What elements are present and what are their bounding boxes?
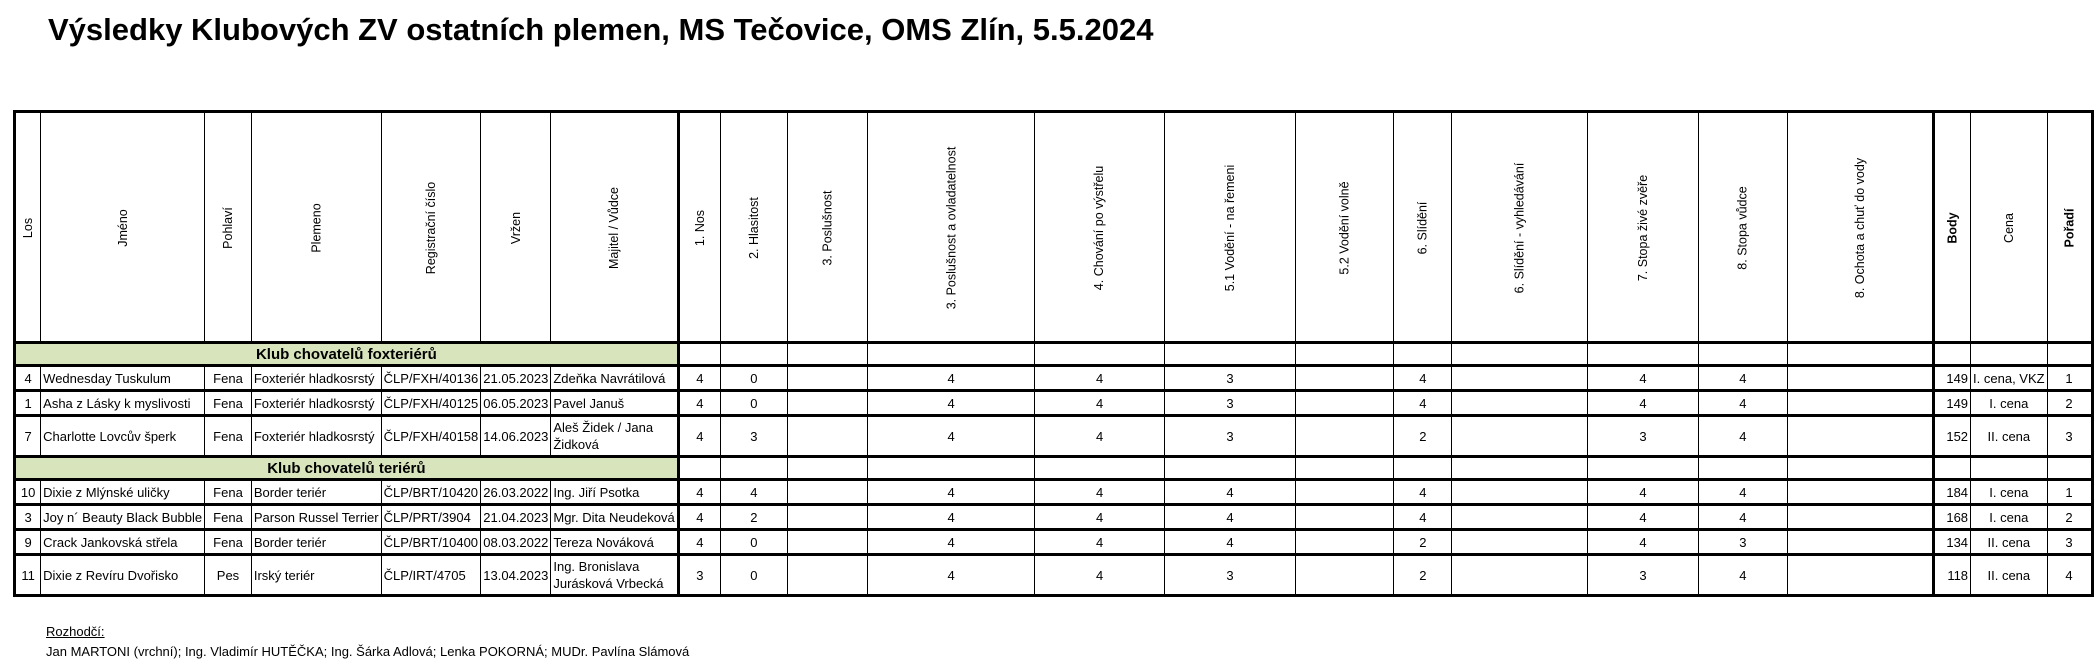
cell-los: 7: [15, 416, 41, 457]
empty-cell: [1933, 457, 1970, 480]
cell-score: 4: [1035, 480, 1164, 505]
cell-breed: Border teriér: [251, 480, 381, 505]
cell-cena: I. cena: [1971, 391, 2048, 416]
cell-body: 168: [1933, 505, 1970, 530]
cell-poradi: 2: [2047, 505, 2092, 530]
cell-score: [1452, 480, 1588, 505]
cell-score: 2: [1394, 416, 1452, 457]
cell-score: 4: [1699, 555, 1787, 596]
cell-score: 4: [1699, 366, 1787, 391]
empty-cell: [1394, 343, 1452, 366]
empty-cell: [1587, 457, 1698, 480]
cell-score: 4: [720, 480, 787, 505]
cell-score: 3: [1699, 530, 1787, 555]
cell-los: 3: [15, 505, 41, 530]
cell-los: 1: [15, 391, 41, 416]
empty-cell: [1699, 457, 1787, 480]
table-row: [15, 416, 2093, 457]
cell-born: 21.04.2023: [481, 505, 551, 530]
cell-name: Crack Jankovská střela: [41, 530, 205, 555]
column-header: [720, 112, 787, 343]
cell-score: 4: [867, 416, 1035, 457]
empty-cell: [1787, 457, 1933, 480]
column-header: [481, 112, 551, 343]
empty-cell: [1035, 457, 1164, 480]
cell-score: 3: [1164, 391, 1295, 416]
cell-name: Charlotte Lovcův šperk: [41, 416, 205, 457]
cell-score: 4: [1394, 505, 1452, 530]
cell-score: 4: [867, 366, 1035, 391]
cell-name: Joy n´ Beauty Black Bubble: [41, 505, 205, 530]
cell-score: [1296, 366, 1394, 391]
group-row: [15, 343, 2093, 366]
cell-score: [1296, 416, 1394, 457]
cell-los: 10: [15, 480, 41, 505]
cell-score: 4: [1035, 505, 1164, 530]
column-header: [1452, 112, 1588, 343]
cell-score: [787, 366, 867, 391]
column-header-label: Vržen: [508, 211, 523, 244]
cell-owner: Tereza Nováková: [551, 530, 678, 555]
column-header: [381, 112, 481, 343]
column-header-label: Pořadí: [2062, 208, 2077, 247]
cell-score: [1452, 530, 1588, 555]
column-header-label: Plemeno: [309, 202, 324, 253]
empty-cell: [1164, 343, 1295, 366]
column-header-label: Cena: [2001, 212, 2016, 243]
empty-cell: [720, 457, 787, 480]
table-row: [15, 366, 2093, 391]
cell-score: 4: [1587, 530, 1698, 555]
cell-born: 14.06.2023: [481, 416, 551, 457]
cell-owner: Ing. Jiří Psotka: [551, 480, 678, 505]
cell-score: 4: [1035, 555, 1164, 596]
cell-sex: Pes: [205, 555, 252, 596]
cell-reg: ČLP/FXH/40158: [381, 416, 481, 457]
empty-cell: [1164, 457, 1295, 480]
cell-score: 4: [1587, 391, 1698, 416]
cell-score: 4: [867, 555, 1035, 596]
cell-score: 4: [1035, 416, 1164, 457]
cell-breed: Foxteriér hladkosrstý: [251, 416, 381, 457]
cell-body: 184: [1933, 480, 1970, 505]
cell-score: 3: [1164, 366, 1295, 391]
column-header: [2047, 112, 2092, 343]
cell-score: [1787, 480, 1933, 505]
empty-cell: [1296, 343, 1394, 366]
cell-breed: Border teriér: [251, 530, 381, 555]
column-header-label: Pohlaví: [220, 206, 235, 249]
cell-score: 4: [678, 530, 720, 555]
cell-score: [1296, 391, 1394, 416]
empty-cell: [1971, 457, 2048, 480]
column-header: [787, 112, 867, 343]
column-header-label: 3. Poslušnost: [820, 189, 835, 266]
empty-cell: [867, 457, 1035, 480]
cell-score: [1452, 505, 1588, 530]
cell-los: 9: [15, 530, 41, 555]
cell-poradi: 2: [2047, 391, 2092, 416]
cell-score: 0: [720, 391, 787, 416]
cell-sex: Fena: [205, 416, 252, 457]
cell-name: Dixie z Mlýnské uličky: [41, 480, 205, 505]
table-row: [15, 555, 2093, 596]
cell-score: 4: [867, 391, 1035, 416]
cell-score: 4: [1699, 480, 1787, 505]
empty-cell: [2047, 457, 2092, 480]
column-header: [1035, 112, 1164, 343]
empty-cell: [1296, 457, 1394, 480]
cell-score: 4: [1035, 530, 1164, 555]
cell-poradi: 3: [2047, 416, 2092, 457]
column-header: [1164, 112, 1295, 343]
cell-score: 4: [678, 480, 720, 505]
cell-score: 4: [1164, 530, 1295, 555]
table-row: [15, 391, 2093, 416]
cell-score: [1452, 416, 1588, 457]
cell-born: 21.05.2023: [481, 366, 551, 391]
empty-cell: [1787, 343, 1933, 366]
cell-score: [787, 391, 867, 416]
empty-cell: [1035, 343, 1164, 366]
empty-cell: [1452, 343, 1588, 366]
column-header-label: Jméno: [115, 208, 130, 247]
cell-score: 4: [1035, 391, 1164, 416]
cell-poradi: 1: [2047, 480, 2092, 505]
cell-reg: ČLP/IRT/4705: [381, 555, 481, 596]
cell-score: 0: [720, 366, 787, 391]
cell-score: 4: [1587, 480, 1698, 505]
cell-body: 149: [1933, 391, 1970, 416]
cell-score: 4: [867, 505, 1035, 530]
cell-score: 4: [678, 391, 720, 416]
cell-score: [787, 555, 867, 596]
cell-score: [1787, 416, 1933, 457]
cell-score: [1787, 555, 1933, 596]
cell-cena: II. cena: [1971, 530, 2048, 555]
cell-score: 3: [1587, 555, 1698, 596]
cell-los: 11: [15, 555, 41, 596]
cell-owner: Aleš Židek / Jana Židková: [551, 416, 678, 457]
cell-cena: II. cena: [1971, 555, 2048, 596]
cell-score: 4: [678, 505, 720, 530]
group-title: Klub chovatelů teriérů: [15, 457, 679, 480]
cell-score: 3: [678, 555, 720, 596]
cell-owner: Zdeňka Navrátilová: [551, 366, 678, 391]
results-table: [13, 110, 2094, 597]
cell-score: 4: [1164, 480, 1295, 505]
cell-owner: Pavel Januš: [551, 391, 678, 416]
cell-score: 4: [1394, 480, 1452, 505]
cell-breed: Foxteriér hladkosrstý: [251, 391, 381, 416]
judges-names: Jan MARTONI (vrchní); Ing. Vladimír HUTĚČKA; Ing. Šárka Adlová; Lenka POKORNÁ; MUDr. Pavlína Slámová: [46, 644, 690, 659]
empty-cell: [787, 343, 867, 366]
cell-cena: II. cena: [1971, 416, 2048, 457]
table-row: [15, 480, 2093, 505]
group-row: [15, 457, 2093, 480]
cell-score: [1452, 366, 1588, 391]
cell-score: [1296, 505, 1394, 530]
cell-sex: Fena: [205, 366, 252, 391]
cell-score: 4: [1587, 366, 1698, 391]
cell-sex: Fena: [205, 480, 252, 505]
cell-score: 4: [1699, 391, 1787, 416]
column-header-label: 4. Chování po výstřelu: [1092, 165, 1107, 290]
column-header-label: Majitel / Vůdce: [607, 186, 622, 269]
cell-breed: Irský teriér: [251, 555, 381, 596]
empty-cell: [1394, 457, 1452, 480]
cell-score: [787, 530, 867, 555]
cell-score: 3: [1587, 416, 1698, 457]
column-header: [205, 112, 252, 343]
column-header: [678, 112, 720, 343]
cell-score: 4: [1699, 416, 1787, 457]
column-header: [1699, 112, 1787, 343]
cell-score: 3: [1164, 416, 1295, 457]
cell-score: 2: [720, 505, 787, 530]
cell-score: [1787, 505, 1933, 530]
column-header-label: 2. Hlasitost: [746, 196, 761, 259]
cell-born: 26.03.2022: [481, 480, 551, 505]
cell-reg: ČLP/BRT/10400: [381, 530, 481, 555]
cell-sex: Fena: [205, 505, 252, 530]
empty-cell: [1587, 343, 1698, 366]
column-header-label: 6. Slídění: [1415, 201, 1430, 254]
cell-cena: I. cena, VKZ: [1971, 366, 2048, 391]
cell-score: 2: [1394, 555, 1452, 596]
cell-sex: Fena: [205, 530, 252, 555]
cell-name: Asha z Lásky k myslivosti: [41, 391, 205, 416]
judges-block: [46, 622, 689, 662]
cell-score: [1787, 366, 1933, 391]
column-header: [1933, 112, 1970, 343]
empty-cell: [1933, 343, 1970, 366]
cell-score: [1452, 555, 1588, 596]
cell-score: [1452, 391, 1588, 416]
column-header-label: Body: [1945, 211, 1960, 244]
column-header: [41, 112, 205, 343]
cell-born: 06.05.2023: [481, 391, 551, 416]
column-header: [551, 112, 678, 343]
cell-reg: ČLP/PRT/3904: [381, 505, 481, 530]
column-header-label: 6. Slídění - vyhledávání: [1512, 162, 1527, 293]
cell-score: [1296, 555, 1394, 596]
judges-label: Rozhodčí:: [46, 624, 105, 639]
cell-cena: I. cena: [1971, 480, 2048, 505]
column-header-label: 7. Stopa živé zvěře: [1636, 174, 1651, 281]
cell-score: 2: [1394, 530, 1452, 555]
cell-sex: Fena: [205, 391, 252, 416]
empty-cell: [678, 457, 720, 480]
empty-cell: [1971, 343, 2048, 366]
empty-cell: [2047, 343, 2092, 366]
cell-score: 4: [1035, 366, 1164, 391]
empty-cell: [867, 343, 1035, 366]
cell-name: Wednesday Tuskulum: [41, 366, 205, 391]
cell-body: 134: [1933, 530, 1970, 555]
cell-poradi: 3: [2047, 530, 2092, 555]
cell-reg: ČLP/FXH/40125: [381, 391, 481, 416]
cell-score: [1296, 530, 1394, 555]
cell-score: [787, 505, 867, 530]
column-header: [15, 112, 41, 343]
cell-body: 118: [1933, 555, 1970, 596]
column-header-label: 5.1 Vodění - na řemeni: [1223, 164, 1238, 291]
column-header: [1971, 112, 2048, 343]
column-header-label: Los: [21, 217, 36, 238]
header-row: [15, 112, 2093, 343]
cell-score: 4: [1699, 505, 1787, 530]
cell-score: 3: [720, 416, 787, 457]
column-header-label: 1. Nos: [692, 209, 707, 246]
cell-body: 149: [1933, 366, 1970, 391]
cell-score: 4: [1587, 505, 1698, 530]
table-row: [15, 530, 2093, 555]
cell-score: 4: [678, 366, 720, 391]
cell-reg: ČLP/BRT/10420: [381, 480, 481, 505]
cell-breed: Parson Russel Terrier: [251, 505, 381, 530]
cell-score: 3: [1164, 555, 1295, 596]
cell-born: 08.03.2022: [481, 530, 551, 555]
cell-score: [1296, 480, 1394, 505]
column-header: [1394, 112, 1452, 343]
empty-cell: [787, 457, 867, 480]
table-row: [15, 505, 2093, 530]
cell-breed: Foxteriér hladkosrstý: [251, 366, 381, 391]
cell-reg: ČLP/FXH/40136: [381, 366, 481, 391]
cell-los: 4: [15, 366, 41, 391]
column-header: [1587, 112, 1698, 343]
cell-score: 4: [867, 480, 1035, 505]
cell-score: [1787, 530, 1933, 555]
empty-cell: [1452, 457, 1588, 480]
cell-score: 4: [1394, 366, 1452, 391]
group-title: Klub chovatelů foxteriérů: [15, 343, 679, 366]
empty-cell: [720, 343, 787, 366]
cell-owner: Ing. Bronislava Jurásková Vrbecká: [551, 555, 678, 596]
cell-score: 4: [678, 416, 720, 457]
cell-poradi: 1: [2047, 366, 2092, 391]
column-header-label: 8. Ochota a chuť do vody: [1852, 157, 1867, 298]
cell-score: 4: [1394, 391, 1452, 416]
page-title: Výsledky Klubových ZV ostatních plemen, MS Tečovice, OMS Zlín, 5.5.2024: [48, 12, 1154, 47]
cell-born: 13.04.2023: [481, 555, 551, 596]
cell-owner: Mgr. Dita Neudeková: [551, 505, 678, 530]
cell-score: [787, 416, 867, 457]
column-header-label: 3. Poslušnost a ovladatelnost: [944, 146, 959, 309]
cell-poradi: 4: [2047, 555, 2092, 596]
column-header: [251, 112, 381, 343]
column-header: [1787, 112, 1933, 343]
column-header-label: Registrační číslo: [423, 181, 438, 274]
cell-score: 4: [867, 530, 1035, 555]
cell-body: 152: [1933, 416, 1970, 457]
cell-name: Dixie z Revíru Dvořisko: [41, 555, 205, 596]
cell-score: 0: [720, 530, 787, 555]
column-header-label: 5.2 Vodění volně: [1337, 180, 1352, 275]
empty-cell: [678, 343, 720, 366]
column-header-label: 8. Stopa vůdce: [1735, 185, 1750, 270]
empty-cell: [1699, 343, 1787, 366]
cell-score: [787, 480, 867, 505]
column-header: [867, 112, 1035, 343]
cell-cena: I. cena: [1971, 505, 2048, 530]
cell-score: 0: [720, 555, 787, 596]
cell-score: 4: [1164, 505, 1295, 530]
cell-score: [1787, 391, 1933, 416]
column-header: [1296, 112, 1394, 343]
